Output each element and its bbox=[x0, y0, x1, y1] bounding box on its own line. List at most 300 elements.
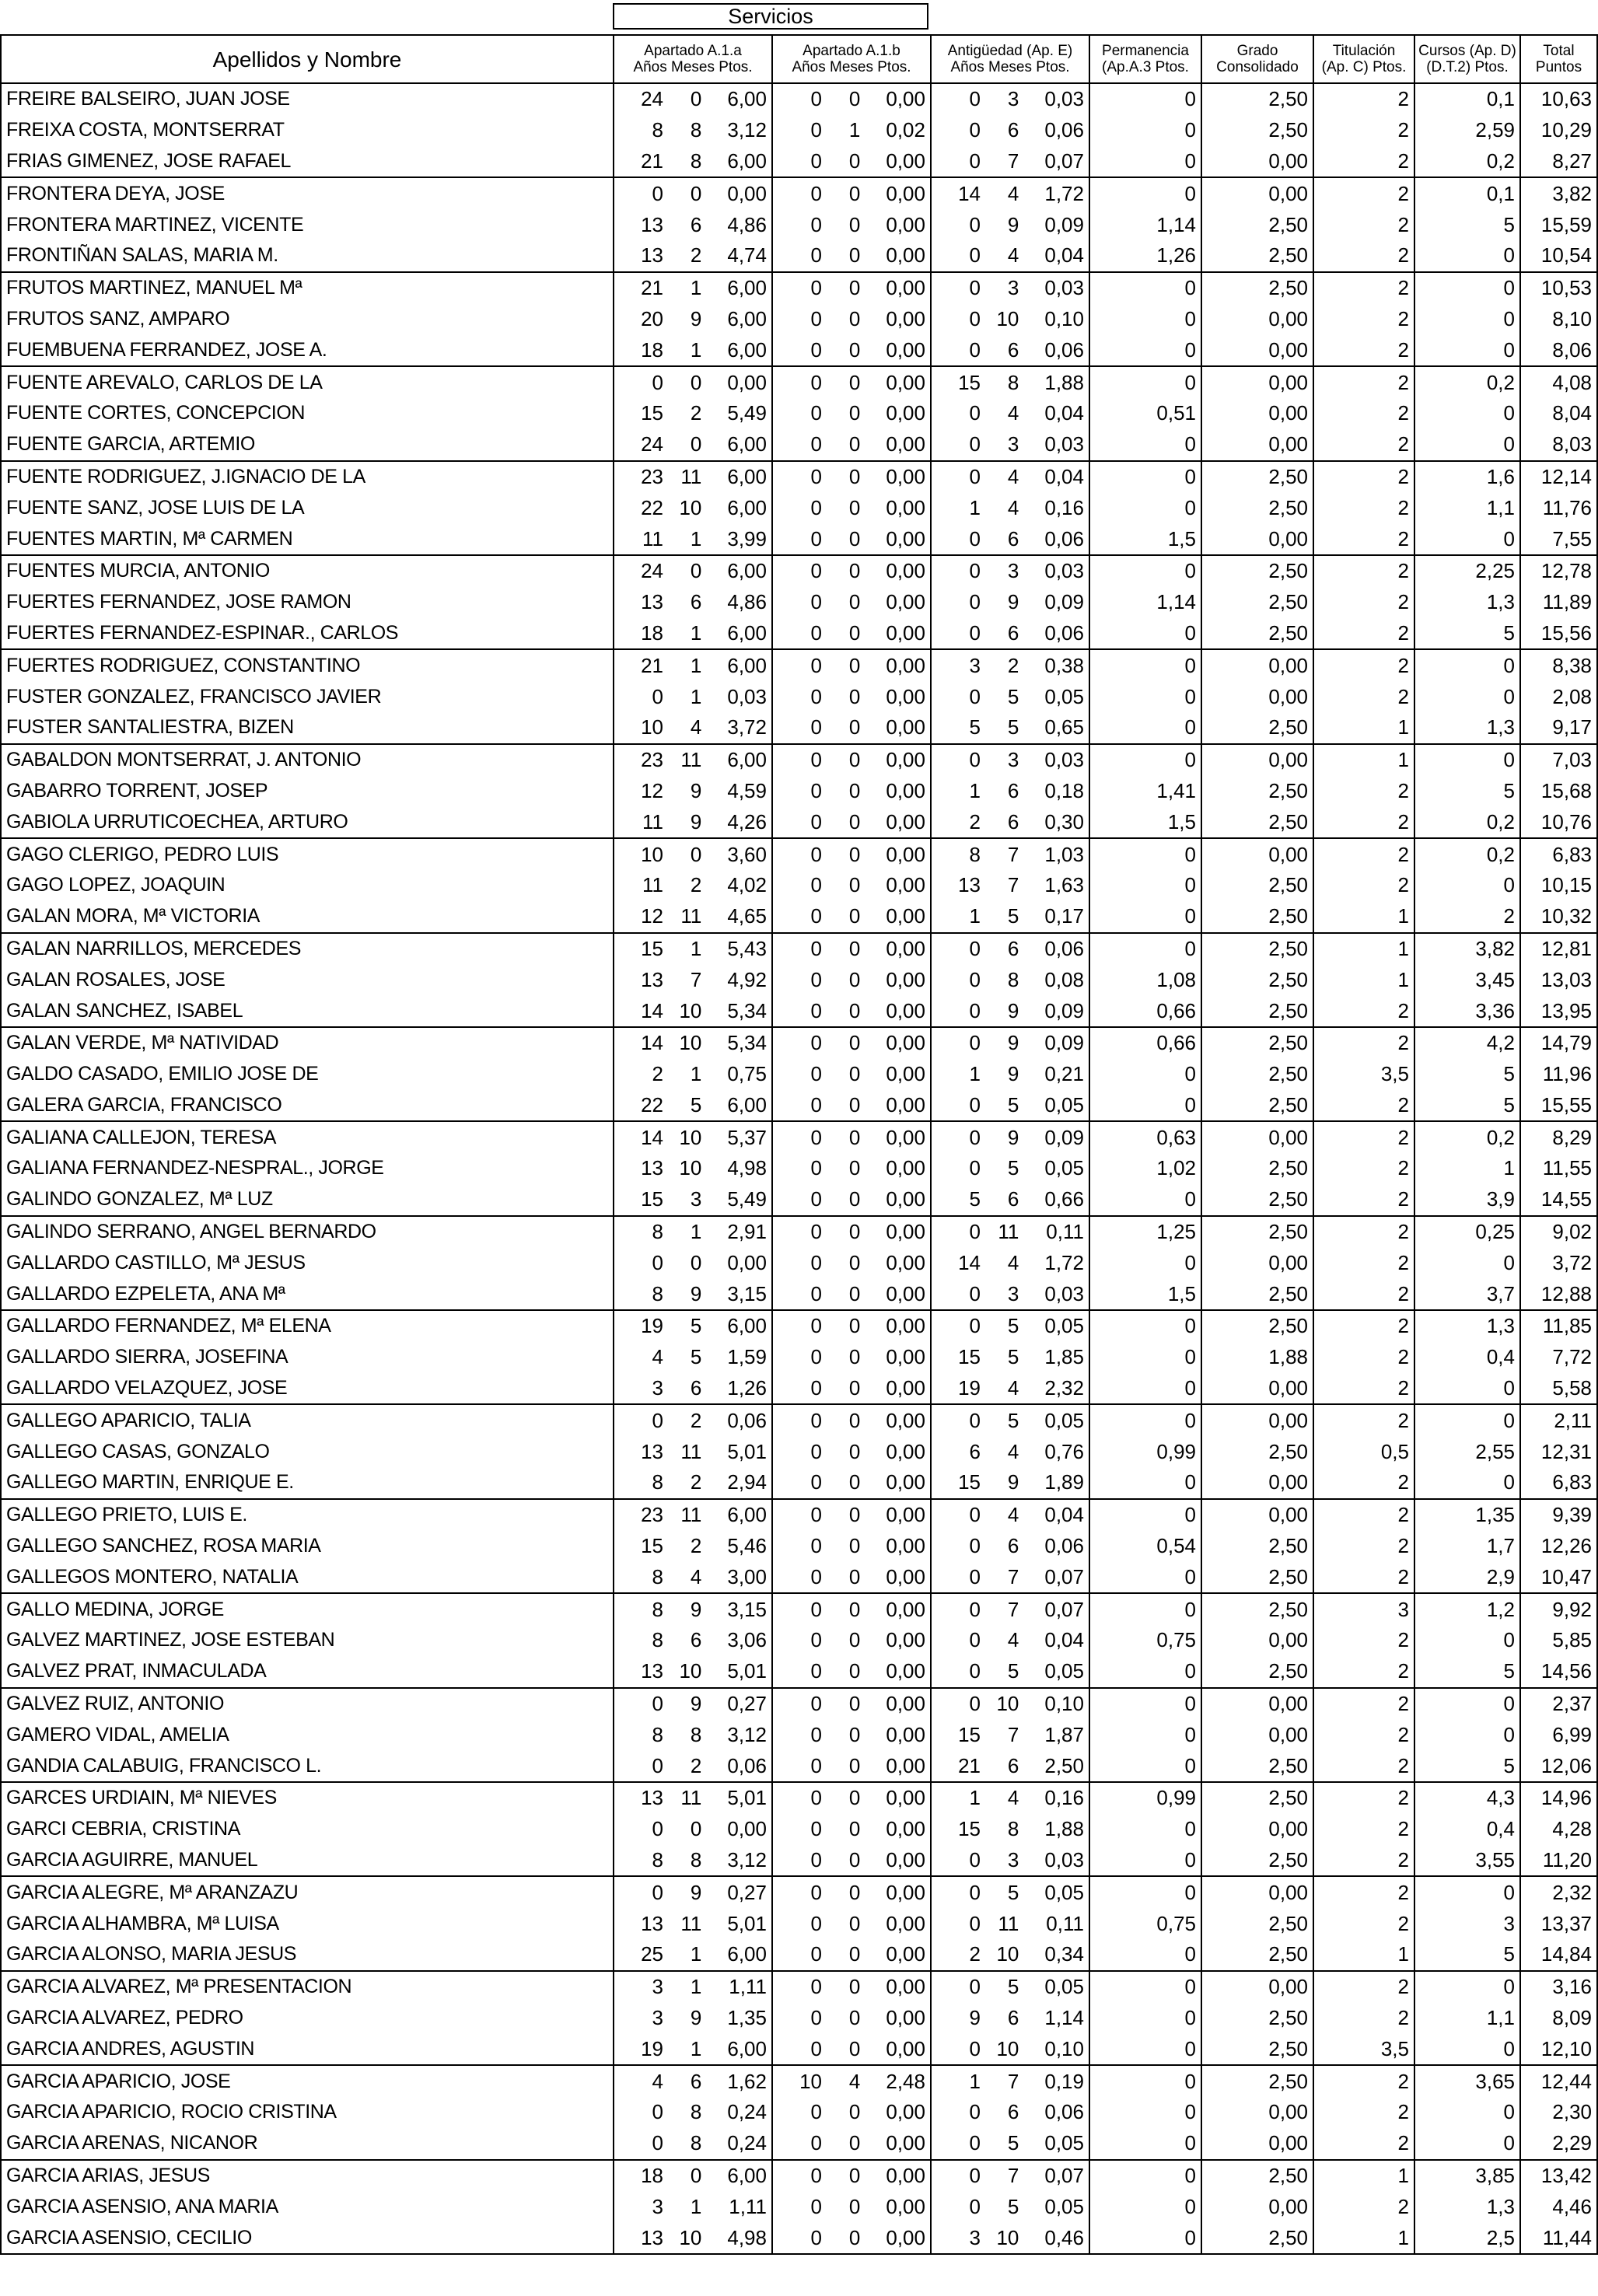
cell-a1b-months: 0 bbox=[848, 715, 861, 739]
cell-a1a-points: 0,00 bbox=[727, 181, 767, 205]
cell-a1b bbox=[772, 492, 931, 523]
cell-total: 11,89 bbox=[1520, 587, 1597, 618]
cell-titulacion: 0,5 bbox=[1313, 1436, 1414, 1467]
cell-a1b-months: 0 bbox=[848, 1376, 861, 1400]
cell-cursos: 0 bbox=[1414, 523, 1520, 555]
cell-total: 11,20 bbox=[1520, 1845, 1597, 1877]
cell-antiguedad-years: 15 bbox=[958, 1722, 981, 1746]
cell-a1b bbox=[772, 2097, 931, 2128]
cell-a1b-years: 0 bbox=[810, 2194, 822, 2218]
cell-a1b-points: 0,00 bbox=[886, 1975, 925, 1999]
cell-total: 2,08 bbox=[1520, 681, 1597, 712]
cell-name: GALVEZ PRAT, INMACULADA bbox=[1, 1656, 614, 1688]
cell-a1b bbox=[772, 429, 931, 461]
cell-a1a-points: 1,35 bbox=[727, 2006, 767, 2029]
cell-cursos: 2,25 bbox=[1414, 555, 1520, 587]
cell-permanencia: 0 bbox=[1089, 83, 1201, 115]
cell-a1b bbox=[772, 2222, 931, 2254]
table-row bbox=[1, 398, 1597, 429]
cell-antiguedad-months: 4 bbox=[1007, 181, 1019, 205]
cell-cursos: 2,9 bbox=[1414, 1561, 1520, 1593]
cell-a1b-months: 0 bbox=[848, 2163, 861, 2187]
cell-total: 8,03 bbox=[1520, 429, 1597, 461]
cell-antiguedad-months: 10 bbox=[996, 2225, 1019, 2249]
cell-a1a-points: 3,72 bbox=[727, 715, 767, 739]
cell-titulacion: 2 bbox=[1313, 776, 1414, 807]
cell-name: FUENTES MURCIA, ANTONIO bbox=[1, 555, 614, 587]
table-row bbox=[1, 1688, 1597, 1720]
cell-a1a bbox=[614, 1247, 772, 1278]
cell-a1a-months: 9 bbox=[690, 1880, 702, 1904]
cell-a1a bbox=[614, 146, 772, 178]
cell-name: GALAN NARRILLOS, MERCEDES bbox=[1, 933, 614, 965]
cell-a1b-points: 0,00 bbox=[886, 2225, 925, 2249]
cell-a1a-years: 23 bbox=[641, 748, 663, 772]
cell-a1b-months: 0 bbox=[848, 1470, 861, 1494]
cell-name: GALLEGOS MONTERO, NATALIA bbox=[1, 1561, 614, 1593]
cell-name: GARCIA APARICIO, ROCIO CRISTINA bbox=[1, 2097, 614, 2128]
cell-antiguedad-years: 8 bbox=[969, 842, 981, 866]
cell-permanencia: 0 bbox=[1089, 272, 1201, 304]
cell-titulacion: 1 bbox=[1313, 712, 1414, 744]
cell-a1b-years: 0 bbox=[810, 1281, 822, 1305]
cell-total: 6,99 bbox=[1520, 1719, 1597, 1750]
cell-name: GALINDO GONZALEZ, Mª LUZ bbox=[1, 1184, 614, 1216]
cell-cursos: 1,7 bbox=[1414, 1531, 1520, 1562]
cell-total: 2,32 bbox=[1520, 1876, 1597, 1908]
cell-antiguedad-months: 11 bbox=[998, 1220, 1019, 1244]
cell-a1a-years: 13 bbox=[641, 212, 663, 236]
cell-a1a-years: 18 bbox=[641, 2163, 663, 2187]
cell-a1b bbox=[772, 1593, 931, 1625]
cell-antiguedad-years: 0 bbox=[969, 590, 981, 614]
cell-a1a-years: 14 bbox=[641, 998, 663, 1022]
cell-name: GALLARDO SIERRA, JOSEFINA bbox=[1, 1342, 614, 1373]
cell-permanencia: 0 bbox=[1089, 1373, 1201, 1405]
cell-a1b-months: 0 bbox=[848, 2036, 861, 2060]
cell-antiguedad-years: 0 bbox=[969, 1156, 981, 1180]
cell-antiguedad-months: 8 bbox=[1007, 967, 1019, 991]
cell-antiguedad bbox=[931, 2128, 1089, 2160]
cell-titulacion: 2 bbox=[1313, 2065, 1414, 2097]
cell-cursos: 1,3 bbox=[1414, 712, 1520, 744]
cell-a1a-points: 4,86 bbox=[727, 590, 767, 614]
cell-antiguedad bbox=[931, 398, 1089, 429]
cell-a1a bbox=[614, 1561, 772, 1593]
cell-a1b-points: 0,00 bbox=[886, 2194, 925, 2218]
table-row bbox=[1, 115, 1597, 146]
cell-total: 3,82 bbox=[1520, 177, 1597, 209]
cell-name: FUSTER SANTALIESTRA, BIZEN bbox=[1, 712, 614, 744]
cell-a1a-points: 3,12 bbox=[727, 1722, 767, 1746]
cell-antiguedad-years: 0 bbox=[969, 1314, 981, 1338]
cell-a1a-years: 4 bbox=[652, 2069, 663, 2093]
cell-cursos: 3 bbox=[1414, 1908, 1520, 1939]
cell-a1b-years: 0 bbox=[810, 590, 822, 614]
cell-cursos: 0,1 bbox=[1414, 177, 1520, 209]
cell-a1b bbox=[772, 1342, 931, 1373]
cell-a1b-points: 0,00 bbox=[886, 370, 925, 394]
points-table bbox=[0, 34, 1598, 2255]
cell-a1a-months: 5 bbox=[690, 1314, 702, 1338]
cell-a1b-months: 0 bbox=[848, 2100, 861, 2124]
cell-cursos: 0 bbox=[1414, 744, 1520, 776]
cell-antiguedad-years: 0 bbox=[969, 337, 981, 362]
cell-antiguedad bbox=[931, 1908, 1089, 1939]
cell-antiguedad-months: 7 bbox=[1007, 1564, 1019, 1588]
cell-total: 14,84 bbox=[1520, 1939, 1597, 1971]
cell-total: 7,03 bbox=[1520, 744, 1597, 776]
cell-a1b-years: 0 bbox=[810, 1156, 822, 1180]
cell-antiguedad-years: 0 bbox=[969, 212, 981, 236]
cell-a1b-months: 0 bbox=[848, 1722, 861, 1746]
cell-a1a bbox=[614, 1153, 772, 1184]
cell-a1b-months: 0 bbox=[848, 401, 861, 425]
cell-a1a-years: 8 bbox=[652, 1564, 663, 1588]
cell-a1b-months: 0 bbox=[848, 620, 861, 645]
cell-a1b bbox=[772, 1216, 931, 1248]
cell-antiguedad-months: 7 bbox=[1007, 873, 1019, 897]
cell-antiguedad-years: 0 bbox=[969, 401, 981, 425]
cell-grado: 2,50 bbox=[1201, 587, 1313, 618]
cell-grado: 0,00 bbox=[1201, 744, 1313, 776]
cell-a1a-points: 6,00 bbox=[727, 495, 767, 519]
cell-permanencia: 0 bbox=[1089, 1499, 1201, 1531]
cell-a1a-points: 3,99 bbox=[727, 526, 767, 550]
cell-antiguedad-points: 0,10 bbox=[1044, 306, 1084, 330]
cell-a1b-points: 0,00 bbox=[886, 181, 925, 205]
cell-a1a bbox=[614, 2065, 772, 2097]
cell-antiguedad-years: 0 bbox=[969, 998, 981, 1022]
cell-a1a bbox=[614, 744, 772, 776]
cell-a1a-points: 6,00 bbox=[727, 1092, 767, 1117]
cell-a1a bbox=[614, 964, 772, 995]
cell-antiguedad-years: 0 bbox=[969, 967, 981, 991]
cell-a1b-months: 0 bbox=[848, 432, 861, 456]
table-row bbox=[1, 2033, 1597, 2065]
cell-a1b bbox=[772, 649, 931, 681]
cell-a1a bbox=[614, 2191, 772, 2222]
cell-a1a-months: 0 bbox=[690, 1250, 702, 1274]
cell-a1a bbox=[614, 2097, 772, 2128]
cell-a1a-points: 5,01 bbox=[727, 1911, 767, 1935]
cell-a1b-months: 0 bbox=[848, 1314, 861, 1338]
cell-a1a bbox=[614, 1059, 772, 1090]
cell-total: 2,37 bbox=[1520, 1688, 1597, 1720]
cell-name: GANDIA CALABUIG, FRANCISCO L. bbox=[1, 1750, 614, 1782]
cell-antiguedad-years: 0 bbox=[969, 684, 981, 708]
cell-a1b bbox=[772, 366, 931, 398]
cell-antiguedad bbox=[931, 1059, 1089, 1090]
cell-a1a-months: 1 bbox=[690, 526, 702, 550]
cell-a1a-months: 0 bbox=[690, 370, 702, 394]
cell-antiguedad-years: 1 bbox=[969, 2069, 981, 2093]
cell-a1a-points: 6,00 bbox=[727, 748, 767, 772]
cell-a1b-points: 0,00 bbox=[886, 1031, 925, 1055]
cell-a1b-points: 0,00 bbox=[886, 1597, 925, 1621]
cell-titulacion: 2 bbox=[1313, 366, 1414, 398]
cell-grado: 0,00 bbox=[1201, 1373, 1313, 1405]
cell-total: 4,08 bbox=[1520, 366, 1597, 398]
cell-antiguedad-months: 9 bbox=[1007, 1062, 1019, 1086]
cell-a1b-months: 0 bbox=[848, 748, 861, 772]
cell-titulacion: 2 bbox=[1313, 1625, 1414, 1656]
cell-a1a-years: 8 bbox=[652, 1722, 663, 1746]
cell-a1a-years: 13 bbox=[641, 1439, 663, 1463]
cell-a1a-years: 3 bbox=[652, 2194, 663, 2218]
cell-a1b-years: 0 bbox=[810, 559, 822, 583]
cell-permanencia: 0 bbox=[1089, 1247, 1201, 1278]
cell-antiguedad-years: 0 bbox=[969, 1597, 981, 1621]
cell-a1a bbox=[614, 933, 772, 965]
cell-titulacion: 1 bbox=[1313, 964, 1414, 995]
cell-name: GARCI CEBRIA, CRISTINA bbox=[1, 1814, 614, 1845]
cell-a1a bbox=[614, 712, 772, 744]
cell-a1a-points: 1,62 bbox=[727, 2069, 767, 2093]
cell-a1b bbox=[772, 1499, 931, 1531]
table-row bbox=[1, 744, 1597, 776]
cell-name: GABIOLA URRUTICOECHEA, ARTURO bbox=[1, 806, 614, 838]
cell-antiguedad-months: 5 bbox=[1007, 1156, 1019, 1180]
cell-name: GALERA GARCIA, FRANCISCO bbox=[1, 1090, 614, 1122]
cell-permanencia: 0 bbox=[1089, 1593, 1201, 1625]
cell-a1b bbox=[772, 523, 931, 555]
cell-antiguedad-months: 4 bbox=[1007, 1503, 1019, 1527]
cell-a1b bbox=[772, 2033, 931, 2065]
cell-a1b-points: 0,00 bbox=[886, 873, 925, 897]
cell-antiguedad-points: 0,11 bbox=[1046, 1220, 1084, 1244]
cell-antiguedad-months: 6 bbox=[1007, 2006, 1019, 2029]
cell-a1a-points: 0,24 bbox=[727, 2100, 767, 2124]
cell-antiguedad-years: 0 bbox=[969, 2163, 981, 2187]
table-row bbox=[1, 1656, 1597, 1688]
cell-total: 9,17 bbox=[1520, 712, 1597, 744]
cell-a1b-points: 0,00 bbox=[886, 243, 925, 267]
cell-antiguedad-points: 0,30 bbox=[1044, 809, 1084, 833]
cell-antiguedad-points: 0,06 bbox=[1044, 526, 1084, 550]
cell-total: 15,68 bbox=[1520, 776, 1597, 807]
cell-name: GALLARDO FERNANDEZ, Mª ELENA bbox=[1, 1310, 614, 1342]
cell-cursos: 5 bbox=[1414, 1939, 1520, 1971]
cell-cursos: 1,1 bbox=[1414, 492, 1520, 523]
cell-a1b bbox=[772, 1719, 931, 1750]
table-row bbox=[1, 209, 1597, 240]
cell-antiguedad-years: 0 bbox=[969, 1281, 981, 1305]
cell-a1a-months: 1 bbox=[690, 1220, 702, 1244]
cell-antiguedad-points: 0,07 bbox=[1044, 1564, 1084, 1588]
cell-antiguedad-years: 0 bbox=[969, 526, 981, 550]
cell-total: 11,76 bbox=[1520, 492, 1597, 523]
cell-total: 6,83 bbox=[1520, 1467, 1597, 1499]
cell-a1b-years: 0 bbox=[810, 1692, 822, 1716]
cell-a1a bbox=[614, 1719, 772, 1750]
table-body bbox=[1, 83, 1597, 2254]
cell-grado: 2,50 bbox=[1201, 870, 1313, 901]
cell-a1a-months: 1 bbox=[690, 1975, 702, 1999]
cell-a1a bbox=[614, 1845, 772, 1877]
cell-grado: 2,50 bbox=[1201, 1939, 1313, 1971]
cell-a1a-months: 9 bbox=[690, 1692, 702, 1716]
table-row bbox=[1, 1090, 1597, 1122]
cell-a1a-points: 1,11 bbox=[729, 2194, 767, 2218]
cell-permanencia: 0 bbox=[1089, 1719, 1201, 1750]
cell-permanencia: 1,5 bbox=[1089, 1278, 1201, 1310]
cell-a1b-years: 0 bbox=[810, 2100, 822, 2124]
col-titulacion-header: Titulación (Ap. C) Ptos. bbox=[1313, 35, 1414, 83]
cell-antiguedad bbox=[931, 115, 1089, 146]
cell-a1a-points: 0,06 bbox=[727, 1408, 767, 1432]
cell-antiguedad bbox=[931, 806, 1089, 838]
cell-a1a-months: 2 bbox=[690, 1753, 702, 1777]
cell-a1b-years: 0 bbox=[810, 620, 822, 645]
cell-permanencia: 0 bbox=[1089, 1688, 1201, 1720]
cell-antiguedad-months: 10 bbox=[996, 2036, 1019, 2060]
cell-antiguedad-points: 0,16 bbox=[1044, 1786, 1084, 1810]
cell-a1b-years: 0 bbox=[810, 370, 822, 394]
cell-grado: 0,00 bbox=[1201, 1625, 1313, 1656]
cell-antiguedad bbox=[931, 2065, 1089, 2097]
table-row bbox=[1, 461, 1597, 493]
cell-antiguedad-points: 0,09 bbox=[1044, 1125, 1084, 1149]
cell-antiguedad-months: 5 bbox=[1007, 684, 1019, 708]
cell-total: 2,30 bbox=[1520, 2097, 1597, 2128]
cell-a1b-years: 0 bbox=[810, 2036, 822, 2060]
cell-a1a-months: 11 bbox=[680, 464, 702, 488]
cell-antiguedad-points: 0,08 bbox=[1044, 967, 1084, 991]
cell-a1b-years: 0 bbox=[810, 1062, 822, 1086]
cell-antiguedad bbox=[931, 1247, 1089, 1278]
cell-name: GARCES URDIAIN, Mª NIEVES bbox=[1, 1782, 614, 1814]
cell-a1b bbox=[772, 334, 931, 366]
cell-a1b bbox=[772, 744, 931, 776]
cell-a1b-years: 0 bbox=[810, 212, 822, 236]
cell-antiguedad-points: 0,09 bbox=[1044, 590, 1084, 614]
cell-a1b bbox=[772, 1814, 931, 1845]
table-row bbox=[1, 1499, 1597, 1531]
cell-a1b-months: 0 bbox=[848, 1880, 861, 1904]
cell-antiguedad-months: 3 bbox=[1007, 87, 1019, 111]
table-row bbox=[1, 901, 1597, 933]
cell-name: FUEMBUENA FERRANDEZ, JOSE A. bbox=[1, 334, 614, 366]
cell-a1a-months: 1 bbox=[690, 653, 702, 677]
cell-a1b-months: 0 bbox=[848, 1692, 861, 1716]
cell-a1a-points: 0,27 bbox=[727, 1880, 767, 1904]
cell-a1b-points: 0,00 bbox=[886, 2100, 925, 2124]
cell-a1b-years: 0 bbox=[810, 1817, 822, 1841]
cell-a1b bbox=[772, 933, 931, 965]
cell-a1b bbox=[772, 1656, 931, 1688]
cell-total: 13,37 bbox=[1520, 1908, 1597, 1939]
cell-a1a-years: 3 bbox=[652, 1376, 663, 1400]
cell-a1a-months: 10 bbox=[679, 2225, 702, 2249]
cell-antiguedad-points: 0,21 bbox=[1044, 1062, 1084, 1086]
cell-antiguedad-months: 5 bbox=[1007, 1345, 1019, 1369]
cell-a1b bbox=[772, 555, 931, 587]
cell-antiguedad bbox=[931, 2222, 1089, 2254]
cell-a1b-points: 0,00 bbox=[886, 1722, 925, 1746]
cell-a1b-months: 0 bbox=[848, 337, 861, 362]
cell-antiguedad-years: 0 bbox=[969, 149, 981, 173]
cell-a1b-points: 0,00 bbox=[886, 748, 925, 772]
cell-a1b-years: 0 bbox=[810, 1597, 822, 1621]
cell-name: GALDO CASADO, EMILIO JOSE DE bbox=[1, 1059, 614, 1090]
table-row bbox=[1, 838, 1597, 870]
cell-a1a-months: 0 bbox=[690, 2163, 702, 2187]
cell-a1b-points: 0,00 bbox=[886, 559, 925, 583]
cell-cursos: 0,1 bbox=[1414, 83, 1520, 115]
cell-a1b-years: 0 bbox=[810, 149, 822, 173]
cell-a1b bbox=[772, 177, 931, 209]
cell-a1b-years: 10 bbox=[799, 2069, 822, 2093]
cell-antiguedad-years: 0 bbox=[969, 2194, 981, 2218]
cell-a1a-years: 0 bbox=[652, 2100, 663, 2124]
cell-a1b-years: 0 bbox=[810, 1250, 822, 1274]
cell-antiguedad-points: 0,03 bbox=[1044, 559, 1084, 583]
cell-grado: 0,00 bbox=[1201, 523, 1313, 555]
cell-a1a bbox=[614, 1467, 772, 1499]
cell-a1b-years: 0 bbox=[810, 1628, 822, 1652]
cell-a1b bbox=[772, 712, 931, 744]
cell-antiguedad-months: 7 bbox=[1007, 1597, 1019, 1621]
cell-grado: 0,00 bbox=[1201, 334, 1313, 366]
cell-titulacion: 2 bbox=[1313, 492, 1414, 523]
cell-a1b-points: 0,00 bbox=[886, 526, 925, 550]
cell-a1b-months: 0 bbox=[848, 495, 861, 519]
cell-a1a bbox=[614, 461, 772, 493]
cell-antiguedad bbox=[931, 334, 1089, 366]
cell-name: GARCIA ALONSO, MARIA JESUS bbox=[1, 1939, 614, 1971]
cell-grado: 0,00 bbox=[1201, 681, 1313, 712]
cell-a1a-years: 8 bbox=[652, 1597, 663, 1621]
cell-a1b-points: 0,00 bbox=[886, 1092, 925, 1117]
cell-a1b-points: 0,00 bbox=[886, 620, 925, 645]
cell-a1b bbox=[772, 1404, 931, 1436]
cell-antiguedad-years: 0 bbox=[969, 1692, 981, 1716]
cell-a1b-months: 0 bbox=[848, 1092, 861, 1117]
cell-a1a-points: 4,65 bbox=[727, 904, 767, 928]
cell-antiguedad-years: 0 bbox=[969, 432, 981, 456]
cell-cursos: 0,4 bbox=[1414, 1814, 1520, 1845]
cell-a1a-months: 2 bbox=[690, 1408, 702, 1432]
cell-total: 7,55 bbox=[1520, 523, 1597, 555]
cell-antiguedad-points: 0,03 bbox=[1044, 87, 1084, 111]
cell-antiguedad-years: 5 bbox=[969, 715, 981, 739]
cell-grado: 0,00 bbox=[1201, 1971, 1313, 2003]
cell-antiguedad-points: 0,10 bbox=[1044, 1692, 1084, 1716]
cell-a1b-months: 4 bbox=[848, 2069, 861, 2093]
cell-antiguedad-years: 0 bbox=[969, 748, 981, 772]
cell-a1b bbox=[772, 115, 931, 146]
cell-a1a-years: 19 bbox=[641, 2036, 663, 2060]
cell-antiguedad bbox=[931, 776, 1089, 807]
cell-total: 10,54 bbox=[1520, 240, 1597, 272]
cell-a1a bbox=[614, 870, 772, 901]
cell-a1b-years: 0 bbox=[810, 1564, 822, 1588]
cell-antiguedad-months: 7 bbox=[1007, 1722, 1019, 1746]
cell-antiguedad-months: 3 bbox=[1007, 559, 1019, 583]
cell-grado: 2,50 bbox=[1201, 1216, 1313, 1248]
cell-antiguedad bbox=[931, 870, 1089, 901]
cell-a1a-points: 0,00 bbox=[727, 1817, 767, 1841]
cell-permanencia: 0 bbox=[1089, 555, 1201, 587]
cell-name: GALLEGO APARICIO, TALIA bbox=[1, 1404, 614, 1436]
table-row bbox=[1, 1593, 1597, 1625]
cell-grado: 2,50 bbox=[1201, 1593, 1313, 1625]
cell-cursos: 5 bbox=[1414, 1059, 1520, 1090]
cell-antiguedad bbox=[931, 1404, 1089, 1436]
cell-grado: 2,50 bbox=[1201, 712, 1313, 744]
cell-antiguedad-years: 0 bbox=[969, 1628, 981, 1652]
